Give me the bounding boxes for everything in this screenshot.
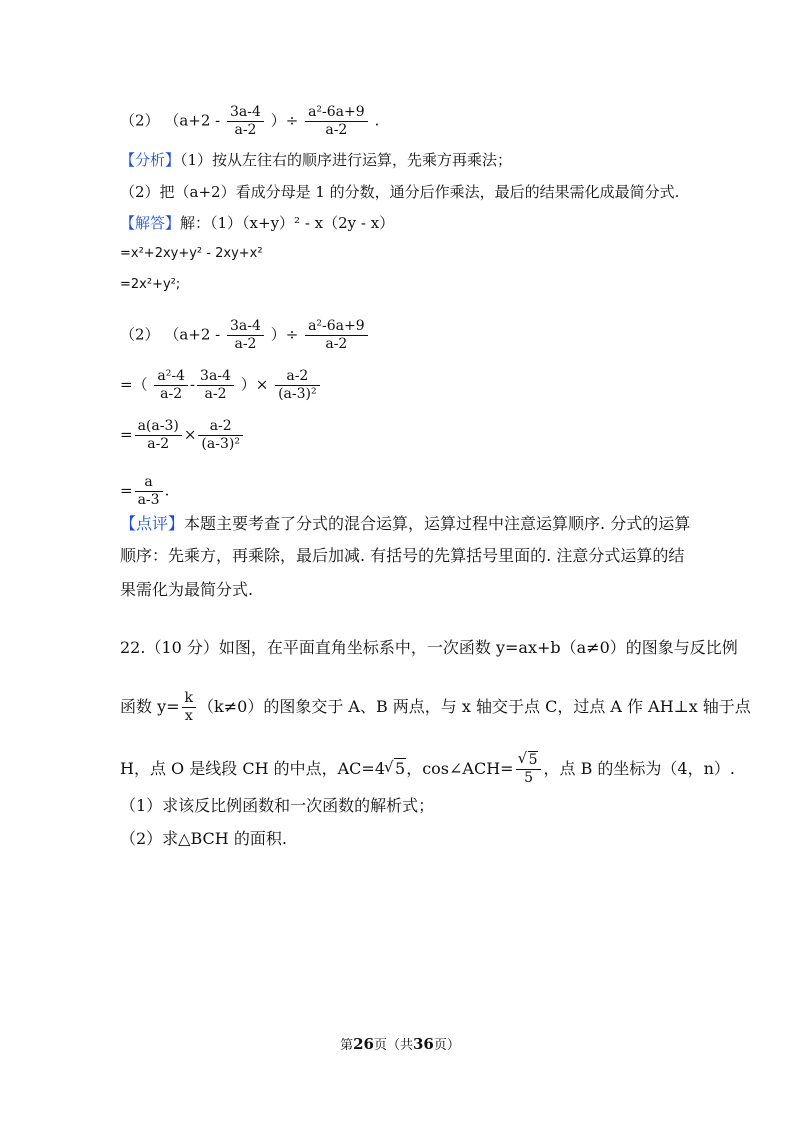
q22-line-3: H，点 O 是线段 CH 的中点，AC=4√ 5，cos∠ACH= √ $\frac{5}{5}$ ，点 B 的坐标为（4，n）. — [120, 752, 735, 787]
divide-sign: ）÷ — [270, 111, 299, 130]
comment-tag: 【点评】 — [120, 514, 185, 533]
fraction: √ $\frac{5}{5}$ — [516, 752, 542, 787]
expr-open: （a+2 - — [164, 111, 221, 130]
q22-line-2: 函数 y= $\frac{k}{x}$ （k≠0）的图象交于 A、B 两点，与 x 轴交于点 C，过点 A 作 AH⊥x 轴于点 — [120, 690, 751, 724]
answer-tag: 【解答】 — [120, 214, 181, 232]
analysis-tag: 【分析】 — [120, 151, 181, 169]
answer-line-3: =2x²+y²; — [120, 277, 181, 292]
page-number: 26 — [353, 1035, 374, 1053]
answer-step-3: =（ $\frac{\text{a²-4}}{a-2}$ - $\frac{3a-4}{a-2}$ ）× $\frac{a-2}{\text{(a-3)²}}$ — [120, 368, 322, 403]
part-label: （2） — [120, 111, 160, 130]
answer-step-5: = $\frac{a}{a-3}$ . — [120, 474, 170, 508]
square-root: √ 5 — [385, 759, 406, 779]
fraction: $\frac{3a-4}{a-2}$ — [227, 104, 264, 139]
fraction: $\frac{\text{a²-4}}{a-2}$ — [154, 368, 188, 403]
answer-step-2: （2） （a+2 - $\frac{3a-4}{a-2}$ ）÷ $\frac{\text{a²-6a+9}}{a-2}$ — [120, 318, 370, 353]
answer-line-1: 【解答】解：（1）（x+y）² - x（2y - x） — [120, 214, 395, 232]
answer-step-4: = $\frac{a(a-3)}{a-2}$ × $\frac{a-2}{\text{(a-3)²}}$ — [120, 418, 245, 453]
q22-item-2: （2）求△BCH 的面积. — [120, 829, 287, 848]
comment-line-2: 顺序：先乘方，再乘除，最后加减. 有括号的先算括号里面的. 注意分式运算的结 — [120, 546, 685, 565]
q22-line-1: 22.（10 分）如图，在平面直角坐标系中，一次函数 y=ax+b（a≠0）的图象与反比例 — [120, 638, 738, 657]
square-root: √ 5 — [519, 752, 539, 769]
analysis-line-1: 【分析】（1）按从左往右的顺序进行运算，先乘方再乘法； — [120, 151, 513, 169]
fraction: $\frac{\text{a²-6a+9}}{a-2}$ — [305, 104, 368, 139]
fraction: $\frac{a-2}{\text{(a-3)²}}$ — [198, 418, 243, 453]
part2-expression: （2） （a+2 - $\frac{3a-4}{a-2}$ ）÷ $\frac{\text{a²-6a+9}}{a-2}$ . — [120, 104, 380, 138]
answer-line-2: =x²+2xy+y² - 2xy+x² — [120, 246, 263, 261]
fraction: $\frac{3a-4}{a-2}$ — [227, 318, 264, 353]
comment-line-3: 果需化为最简分式. — [120, 580, 254, 599]
fraction: $\frac{\text{a²-6a+9}}{a-2}$ — [305, 318, 368, 353]
page-footer: 第26页（共36页） — [340, 1035, 460, 1053]
q22-item-1: （1）求该反比例函数和一次函数的解析式； — [120, 796, 435, 815]
fraction: $\frac{a}{a-3}$ — [135, 474, 163, 509]
analysis-line-2: （2）把（a+2）看成分母是 1 的分数，通分后作乘法，最后的结果需化成最简分式. — [120, 183, 680, 201]
fraction: $\frac{3a-4}{a-2}$ — [197, 368, 234, 403]
fraction: $\frac{a-2}{\text{(a-3)²}}$ — [275, 368, 320, 403]
page-total: 36 — [413, 1035, 434, 1053]
comment-line-1: 【点评】本题主要考查了分式的混合运算，运算过程中注意运算顺序. 分式的运算 — [120, 514, 691, 533]
fraction: $\frac{k}{x}$ — [182, 690, 196, 725]
fraction: $\frac{a(a-3)}{a-2}$ — [135, 418, 182, 453]
